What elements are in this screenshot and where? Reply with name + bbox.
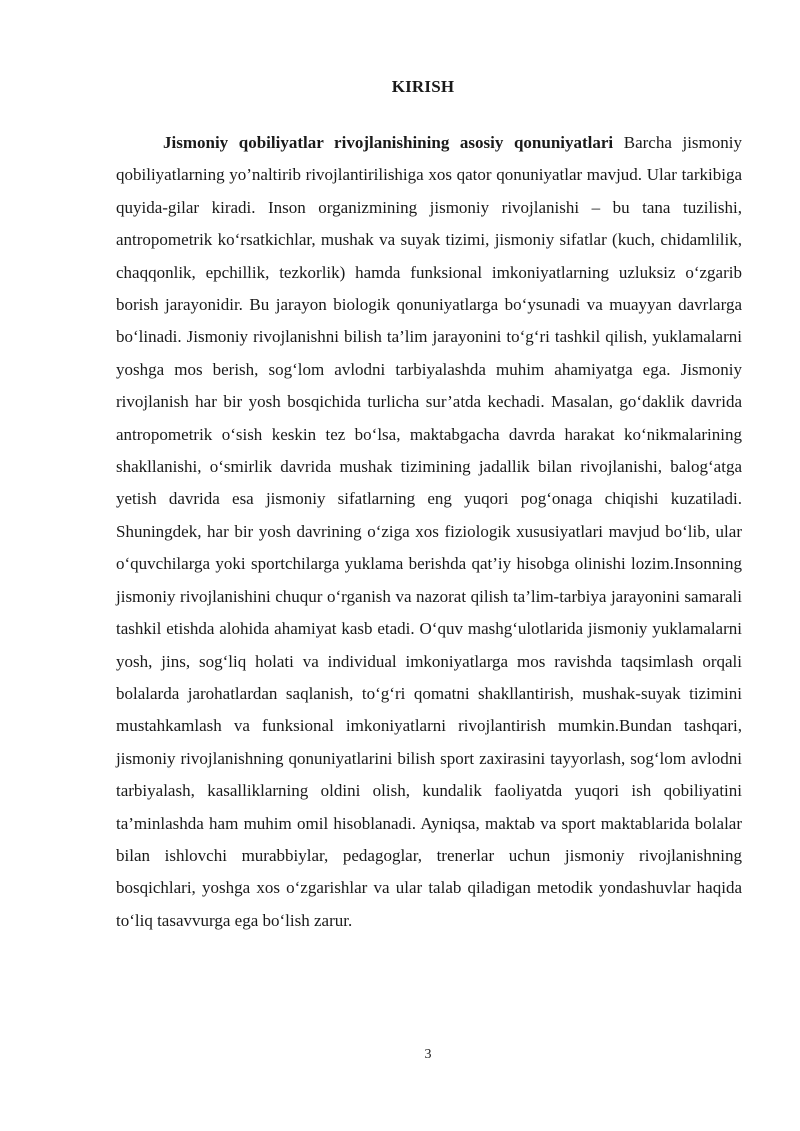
page-number: 3 xyxy=(424,1047,432,1062)
body-paragraph xyxy=(116,127,742,937)
paragraph-text: Barcha jismoniy qobiliyatlarning yo’naltirib rivojlantirilishiga xos qator qonuniyatlar mavjud. Ular tarkibiga quyida-gilar kiradi. Inson organizmining jismoniy rivojlanishi – bu tana tuzilishi, antropometrik ko‘rsatkichlar, mushak va suyak tizimi, jismoniy sifatlar (kuch, chidamlilik, chaqqonlik, epchillik, tezkorlik) hamda funksional imkoniyatlarning uzluksiz o‘zgarib borish jarayonidir. Bu jarayon biologik qonuniyatlarga bo‘ysunadi va muayyan davrlarga bo‘linadi. Jismoniy rivojlanishni bilish ta’lim jarayonini to‘g‘ri tashkil qilish, yuklamalarni yoshga mos berish, sog‘lom avlodni tarbiyalashda muhim ahamiyatga ega. Jismoniy rivojlanish har bir yosh bosqichida turlicha sur’atda kechadi. Masalan, go‘daklik davrida antropometrik o‘sish keskin tez bo‘lsa, maktabgacha davrda harakat ko‘nikmalarining shakllanishi, o‘smirlik davrida mushak tizimining jadallik bilan rivojlanishi, balog‘atga yetish davrida esa jismoniy sifatlarning eng yuqori pog‘onaga chiqishi kuzatiladi. Shuningdek, har bir yosh davrining o‘ziga xos fiziologik xususiyatlari mavjud bo‘lib, ular o‘quvchilarga yoki sportchilarga yuklama berishda qat’iy hisobga olinishi lozim.Insonning jismoniy rivojlanishini chuqur o‘rganish va nazorat qilish ta’lim-tarbiya jarayonini samarali tashkil etishda alohida ahamiyat kasb etadi. O‘quv mashg‘ulotlarida jismoniy yuklamalarni yosh, jins, sog‘liq holati va individual imkoniyatlarga mos ravishda taqsimlash orqali bolalarda jarohatlardan saqlanish, to‘g‘ri qomatni shakllantirish, mushak-suyak tizimini mustahkamlash va funksional imkoniyatlarni rivojlantirish mumkin.Bundan tashqari, jismoniy rivojlanishning qonuniyatlarini bilish sport zaxirasini tayyorlash, sog‘lom avlodni tarbiyalash, kasalliklarning oldini olish, kundalik faoliyatda yuqori ish qobiliyatini ta’minlashda ham muhim omil hisoblanadi. Ayniqsa, maktab va sport maktablarida bolalar bilan ishlovchi murabbiylar, pedagoglar, trenerlar uchun jismoniy rivojlanishning bosqichlari, yoshga xos o‘zgarishlar va ular talab qiladigan metodik yondashuvlar haqida to‘liq tasavvurga ega bo‘lish zarur. xyxy=(116,133,742,930)
lead-heading: Jismoniy qobiliyatlar rivojlanishining asosiy qonuniyatlari xyxy=(163,133,614,152)
page-title: KIRISH xyxy=(391,77,455,96)
